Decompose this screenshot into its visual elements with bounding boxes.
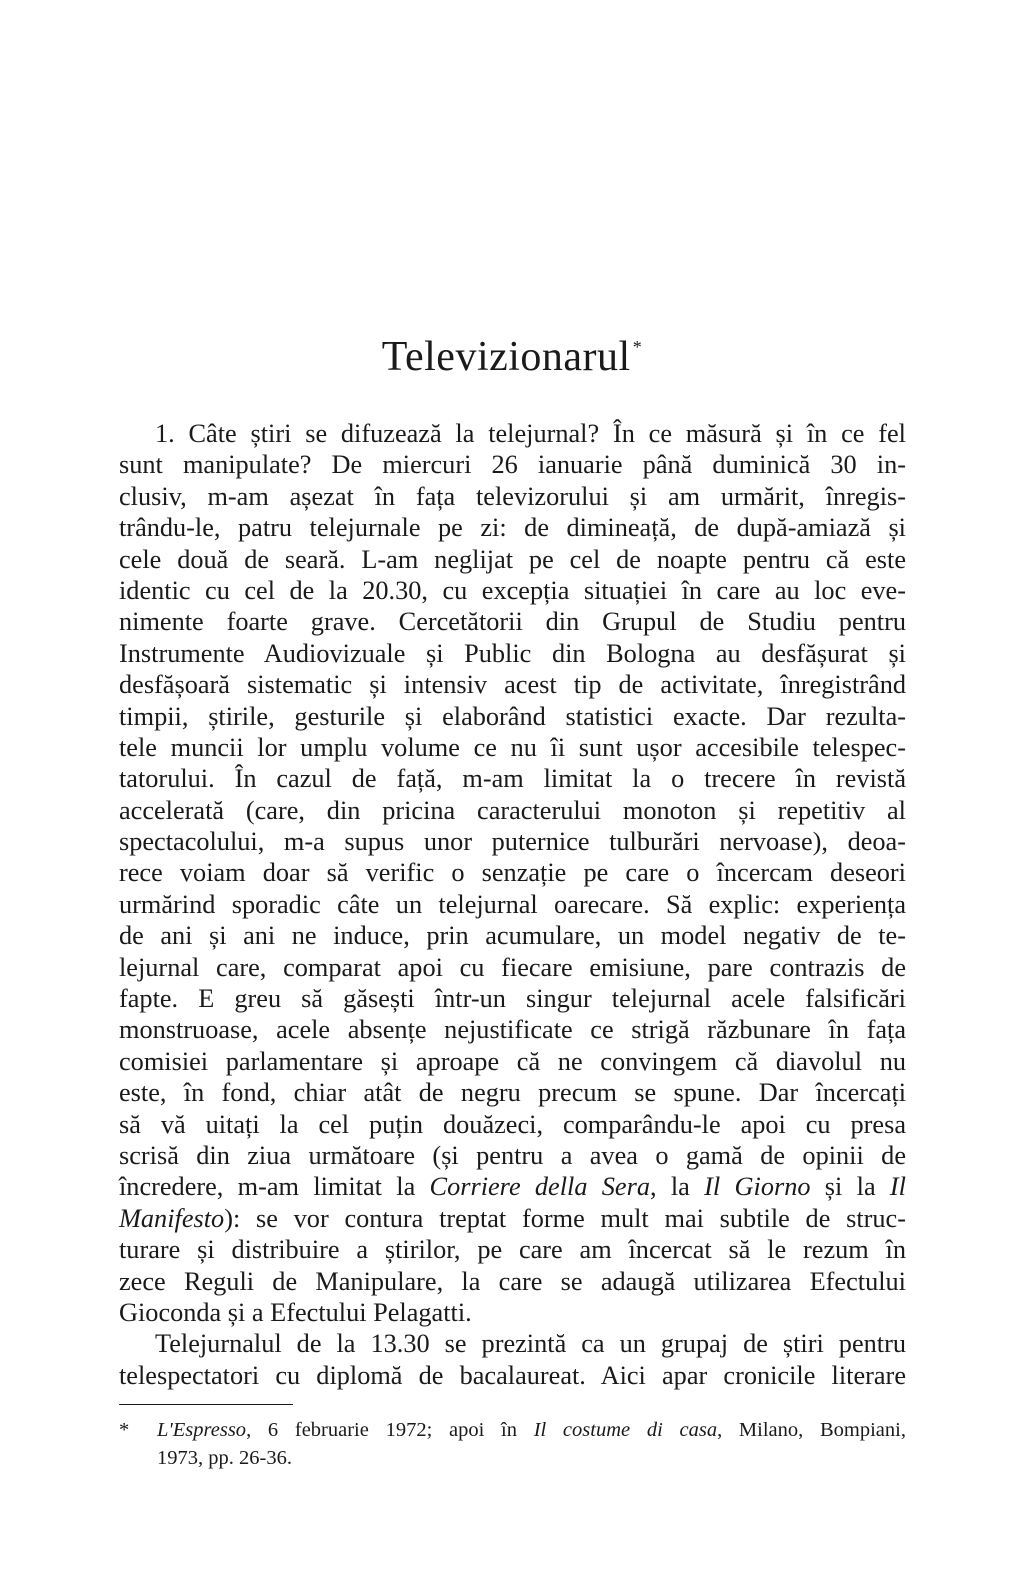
text-line: spectacolului, m-a supus unor puternice tulburări nervoase), deoa-	[119, 827, 906, 857]
newspaper-title: Manifesto	[119, 1203, 225, 1233]
text-run: ): se vor contura treptat forme mult mai subtile de struc-	[224, 1203, 906, 1233]
footnote-reference-mark: *	[632, 337, 643, 358]
text-line: zece Reguli de Manipulare, la care se adaugă utilizarea Efectului	[119, 1266, 906, 1296]
text-line: tatorului. În cazul de față, m-am limitat la o trecere în revistă	[119, 764, 906, 794]
text-line: rece voiam doar să verific o senzație pe care o încercam deseori	[119, 858, 906, 888]
paragraph-2	[119, 1328, 906, 1391]
text-run: , 6 februarie 1972; apoi în	[246, 1419, 534, 1441]
footnote-line	[157, 1416, 906, 1444]
body-text	[119, 418, 906, 1391]
text-line: urmărind sporadic câte un telejurnal oarecare. Să explic: experiența	[119, 889, 906, 919]
footnote	[119, 1416, 906, 1472]
text-line: fapte. E greu să găsești într-un singur telejurnal acele falsificări	[119, 984, 906, 1014]
text-line: cele două de seară. L-am neglijat pe cel de noapte pentru că este	[119, 544, 906, 574]
footnote-line: 1973, pp. 26-36.	[157, 1447, 292, 1469]
chapter-title	[0, 333, 1024, 381]
chapter-title-text: Televizionarul	[381, 334, 631, 381]
text-line: tele muncii lor umplu volume ce nu îi sunt ușor accesibile telespec-	[119, 732, 906, 762]
text-line: accelerată (care, din pricina caracterului monoton și repetitiv al	[119, 795, 906, 825]
text-line: Instrumente Audiovizuale și Public din Bologna au desfășurat și	[119, 638, 906, 668]
text-line: comisiei parlamentare și aproape că ne convingem că diavolul nu	[119, 1046, 906, 1076]
text-line: Telejurnalul de la 13.30 se prezintă ca un grupaj de știri pentru	[155, 1329, 906, 1359]
text-line: sunt manipulate? De miercuri 26 ianuarie până duminică 30 in-	[119, 450, 906, 480]
text-run: , Milano, Bompiani,	[717, 1419, 906, 1441]
text-line: telespectatori cu diplomă de bacalaureat. Aici apar cronicile literare	[119, 1360, 906, 1390]
text-line: scrisă din ziua următoare (și pentru a avea o gamă de opinii de	[119, 1140, 906, 1170]
text-line: identic cu cel de la 20.30, cu excepția situației în care au loc eve-	[119, 575, 906, 605]
text-run: , la	[650, 1172, 705, 1202]
text-line: monstruoase, acele absențe nejustificate ce strigă răzbunare în fața	[119, 1015, 906, 1045]
text-line	[119, 1203, 906, 1234]
text-line: nimente foarte grave. Cercetătorii din Grupul de Studiu pentru	[119, 607, 906, 637]
text-line: clusiv, m-am așezat în fața televizorului și am urmărit, înregis-	[119, 481, 906, 511]
text-line: este, în fond, chiar atât de negru precum se spune. Dar încercați	[119, 1078, 906, 1108]
paragraph-1	[119, 418, 906, 1328]
text-line: să vă uitați la cel puțin douăzeci, comparându-le apoi cu presa	[119, 1109, 906, 1139]
newspaper-title: Il	[889, 1172, 906, 1202]
text-line: turare și distribuire a știrilor, pe care am încercat să le rezum în	[119, 1235, 906, 1265]
text-line: de ani și ani ne induce, prin acumulare, un model negativ de te-	[119, 921, 906, 951]
text-line: desfășoară sistematic și intensiv acest tip de activitate, înregistrând	[119, 670, 906, 700]
text-run: și la	[810, 1172, 890, 1202]
publication-title: L'Espresso	[157, 1419, 247, 1441]
text-line: trându-le, patru telejurnale pe zi: de dimineață, de după-amiază și	[119, 513, 906, 543]
footnote-divider	[119, 1404, 293, 1405]
text-line: timpii, știrile, gesturile și elaborând statistici exacte. Dar rezulta-	[119, 701, 906, 731]
newspaper-title: Il Giorno	[704, 1172, 811, 1202]
text-line: Gioconda și a Efectului Pelagatti.	[119, 1297, 472, 1327]
text-line: 1. Câte știri se difuzează la telejurnal? În ce măsură și în ce fel	[155, 419, 906, 448]
text-run: încredere, m-am limitat la	[119, 1172, 430, 1202]
footnote-mark: *	[119, 1419, 130, 1441]
newspaper-title: Corriere della Sera	[429, 1172, 650, 1202]
text-line: lejurnal care, comparat apoi cu fiecare emisiune, pare contrazis de	[119, 952, 906, 982]
text-line	[119, 1171, 906, 1202]
book-title: Il costume di casa	[533, 1419, 718, 1441]
